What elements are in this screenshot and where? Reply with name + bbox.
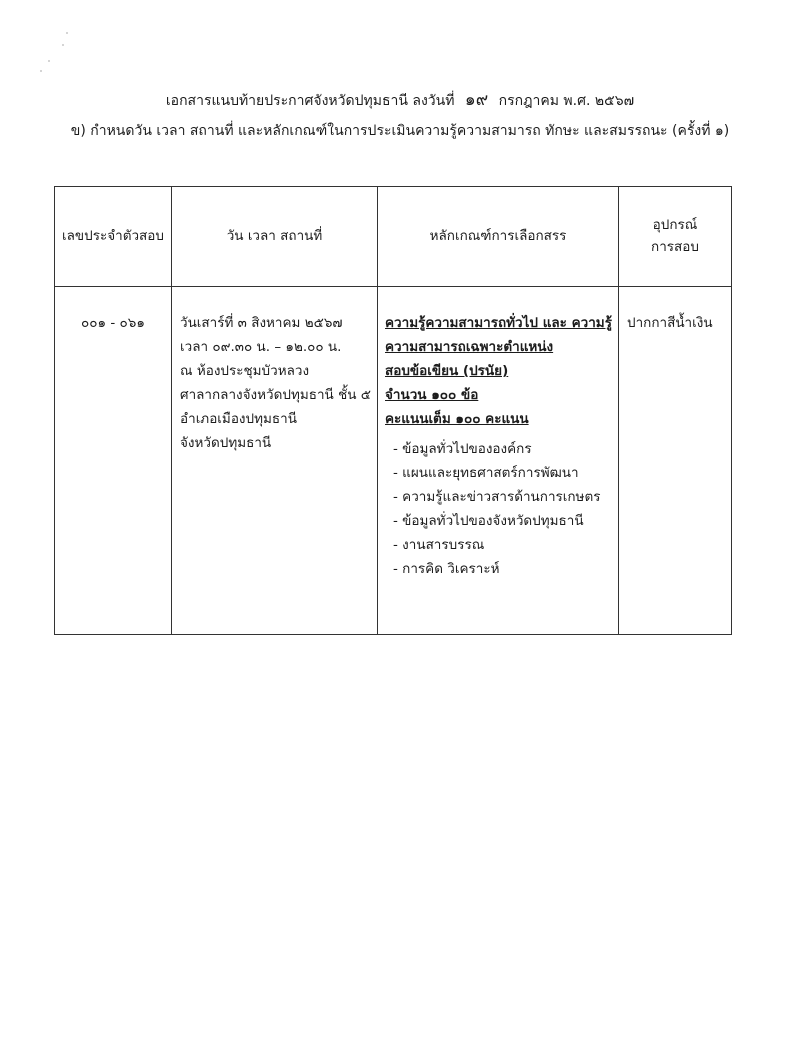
criteria-topic-list bbox=[385, 437, 617, 581]
schedule-room: ณ ห้องประชุมบัวหลวง bbox=[180, 363, 310, 379]
header-schedule: วัน เวลา สถานที่ bbox=[172, 187, 378, 287]
header-equipment-line2: การสอบ bbox=[651, 238, 699, 255]
header-suffix: กรกฎาคม พ.ศ. ๒๕๖๗ bbox=[498, 93, 635, 109]
header-prefix: เอกสารแนบท้ายประกาศจังหวัดปทุมธานี ลงวันที่ bbox=[165, 93, 455, 109]
table-row bbox=[55, 287, 732, 635]
list-item: - แผนและยุทธศาสตร์การพัฒนา bbox=[393, 465, 579, 481]
criteria-heading-line: ความรู้ความสามารถทั่วไป และ ความรู้ bbox=[385, 315, 612, 331]
criteria-heading-line: คะแนนเต็ม ๑๐๐ คะแนน bbox=[385, 411, 529, 427]
schedule-province: จังหวัดปทุมธานี bbox=[180, 435, 272, 451]
cell-schedule bbox=[172, 287, 378, 635]
cell-criteria bbox=[378, 287, 619, 635]
list-item: - ความรู้และข่าวสารด้านการเกษตร bbox=[393, 489, 601, 505]
header-criteria: หลักเกณฑ์การเลือกสรร bbox=[378, 187, 619, 287]
schedule-building: ศาลากลางจังหวัดปทุมธานี ชั้น ๕ bbox=[180, 387, 371, 403]
cell-exam-id: ๐๐๑ - ๐๖๑ bbox=[55, 287, 172, 635]
header-equipment bbox=[619, 187, 732, 287]
criteria-heading-line: สอบข้อเขียน (ปรนัย) bbox=[385, 363, 509, 379]
criteria-heading-line: จำนวน ๑๐๐ ข้อ bbox=[385, 387, 479, 403]
list-item: - การคิด วิเคราะห์ bbox=[393, 561, 500, 577]
header-exam-id: เลขประจำตัวสอบ bbox=[55, 187, 172, 287]
header-equipment-line1: อุปกรณ์ bbox=[652, 216, 698, 233]
table-header-row bbox=[55, 187, 732, 287]
exam-schedule-table bbox=[54, 186, 732, 635]
schedule-district: อำเภอเมืองปทุมธานี bbox=[180, 411, 297, 427]
criteria-heading-line: ความสามารถเฉพาะตำแหน่ง bbox=[385, 339, 554, 355]
list-item: - ข้อมูลทั่วไปของจังหวัดปทุมธานี bbox=[393, 513, 584, 529]
section-title: ข) กำหนดวัน เวลา สถานที่ และหลักเกณฑ์ในการประเมินความรู้ความสามารถ ทักษะ และสมรรถนะ (ครั้งที่ ๑) bbox=[70, 123, 730, 139]
header-day: ๑๙ bbox=[464, 90, 489, 110]
list-item: - ข้อมูลทั่วไปขององค์กร bbox=[393, 441, 532, 457]
criteria-heading bbox=[385, 311, 617, 431]
list-item: - งานสารบรรณ bbox=[393, 537, 485, 553]
document-header bbox=[0, 86, 800, 113]
scan-specks bbox=[36, 30, 76, 80]
schedule-time: เวลา ๐๙.๓๐ น. – ๑๒.๐๐ น. bbox=[180, 339, 342, 355]
cell-equipment: ปากกาสีน้ำเงิน bbox=[619, 287, 732, 635]
schedule-date: วันเสาร์ที่ ๓ สิงหาคม ๒๕๖๗ bbox=[180, 315, 343, 331]
